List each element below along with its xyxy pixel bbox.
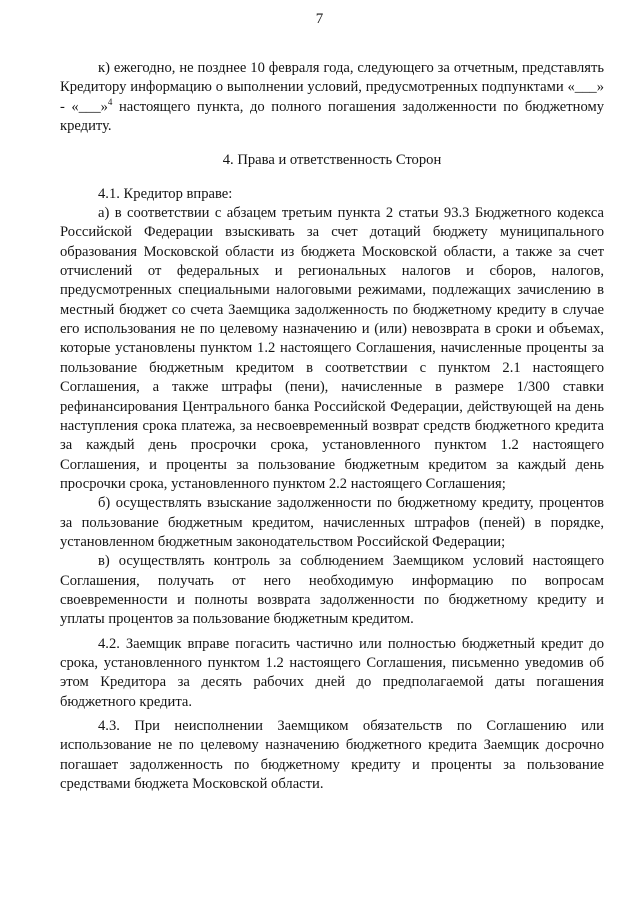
page-number: 7 — [315, 11, 324, 27]
section-heading: 4. Права и ответственность Сторон — [222, 152, 442, 169]
clause-4-1-c: в) осуществлять контроль за соблюдением Заемщиком условий настоящего Соглашения, получать от него необходимую информацию по вопросам своевременности и полноты возврата задолженности по бюджетному кредиту и уплаты процентов за пользование бюджетным кредитом. — [60, 553, 604, 628]
document-body — [60, 59, 604, 794]
clause-4-1-a: а) в соответствии с абзацем третьим пункта 2 статьи 93.3 Бюджетного кодекса Российской Федерации взыскивать за счет дотаций бюджету муниципального образования Московской области из бюджета Московской области, а также за счет отчислений от федеральных и региональных налогов и сборов, налогов, предусмотренных специальными налоговыми режимами, подлежащих зачислению в местный бюджет со счета Заемщика задолженность по бюджетному кредиту в случае его использования не по целевому назначению и (или) невозврата в сроки и объемах, которые установлены пунктом 1.2 настоящего Соглашения, начисленные проценты за пользование бюджетным кредитом в соответствии с пунктом 2.1 настоящего Соглашения, а также штрафы (пени), начисленные в размере 1/300 ставки рефинансирования Центрального банка Российской Федерации, действующей на день наступления срока платежа, за несвоевременный возврат средств бюджетного кредита за каждый день просрочки срока, установленного пунктом 1.2 настоящего Соглашения, и проценты за пользование бюджетным кредитом за каждый день просрочки срока, установленного пунктом 2.2 настоящего Соглашения; — [60, 205, 604, 492]
clause-4-2: 4.2. Заемщик вправе погасить частично или полностью бюджетный кредит до срока, установленного пунктом 1.2 настоящего Соглашения, письменно уведомив об этом Кредитора за десять рабочих дней до предполагаемой даты погашения бюджетного кредита. — [60, 635, 604, 710]
clause-k-text: к) ежегодно, не позднее 10 февраля года, следующего за отчетным, представлять Кредитору информацию о выполнении условий, предусмотренных подпунктами «___» - «___» — [60, 60, 604, 115]
clause-k-tail: настоящего пункта, до полного погашения задолженности по бюджетному кредиту. — [60, 98, 604, 135]
footnote-mark: 4 — [107, 96, 113, 107]
clause-4-1-b: б) осуществлять взыскание задолженности по бюджетному кредиту, процентов за пользование бюджетным кредитом, начисленных штрафов (пеней) в порядке, установленном бюджетным законодательством Российской Федерации; — [60, 495, 604, 550]
clause-4-3: 4.3. При неисполнении Заемщиком обязательств по Соглашению или использование не по целевому назначению бюджетного кредита Заемщик досрочно погашает задолженность по бюджетному кредиту и проценты за пользование средствами бюджета Московской области. — [60, 718, 604, 793]
clause-k — [60, 59, 604, 136]
clause-4-1-intro: 4.1. Кредитор вправе: — [98, 185, 233, 202]
